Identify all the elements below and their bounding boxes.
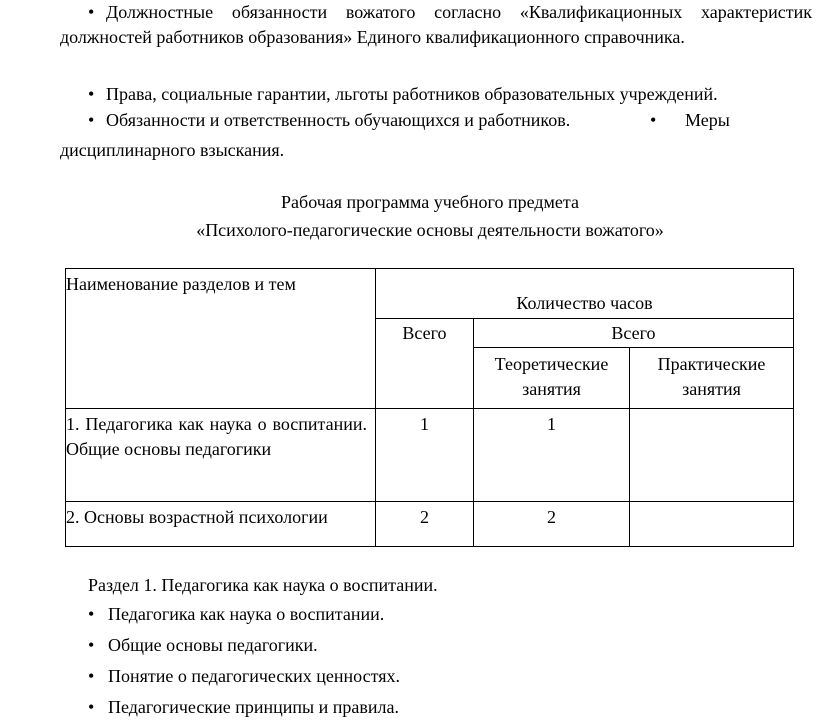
row-practice-cell xyxy=(630,409,794,502)
header-total-label: Всего xyxy=(402,323,447,343)
intro-item-1-text: Должностные обязанности вожатого согласно «Квалификационных характеристик должностей работников образования» Единого квалификационного справочника. xyxy=(60,2,812,47)
intro-item-4-text-part2: дисциплинарного взыскания. xyxy=(60,140,285,160)
bullet-icon: • xyxy=(88,697,95,717)
bullet-icon: • xyxy=(88,110,95,130)
header-total-group-label: Всего xyxy=(611,323,656,343)
section1-list xyxy=(60,602,780,726)
list-item-text: Педагогические принципы и правила. xyxy=(108,697,399,717)
header-section-label: Наименование разделов и тем xyxy=(66,274,296,294)
bullet-icon: • xyxy=(88,2,95,22)
program-title-line1: Рабочая программа учебного предмета xyxy=(281,192,579,212)
row-theory-cell xyxy=(474,409,630,502)
list-item xyxy=(60,695,780,726)
intro-item-4-text-part1: Меры xyxy=(685,110,730,130)
table-row xyxy=(66,409,794,502)
bullet-icon: • xyxy=(88,604,95,624)
header-practice-cell xyxy=(630,348,794,409)
table-row xyxy=(66,502,794,547)
hours-table xyxy=(65,268,794,547)
header-theory-label: Теоретические занятия xyxy=(494,354,609,399)
header-hours-cell xyxy=(376,269,794,319)
row-theory: 2 xyxy=(547,507,556,527)
header-theory-cell xyxy=(474,348,630,409)
header-hours-label: Количество часов xyxy=(516,293,653,313)
list-item-text: Понятие о педагогических ценностях. xyxy=(108,666,400,686)
program-title-line2: «Психолого-педагогические основы деятельности вожатого» xyxy=(196,220,664,240)
row-theory-cell xyxy=(474,502,630,547)
row-name: 1. Педагогика как наука о воспитании. Общие основы педагогики xyxy=(66,414,367,459)
list-item xyxy=(60,602,780,633)
list-item xyxy=(60,633,780,664)
row-total: 1 xyxy=(420,414,429,434)
list-item-text: Педагогика как наука о воспитании. xyxy=(108,604,385,624)
row-total-cell xyxy=(376,409,474,502)
intro-item-2 xyxy=(60,82,810,107)
header-total-cell xyxy=(376,319,474,409)
bullet-icon: • xyxy=(650,110,657,130)
section1-heading: Раздел 1. Педагогика как наука о воспитании. xyxy=(88,575,438,595)
row-total: 2 xyxy=(420,507,429,527)
row-name-cell xyxy=(66,409,376,502)
intro-item-3-text: Обязанности и ответственность обучающихся и работников. xyxy=(106,110,571,130)
bullet-icon: • xyxy=(88,84,95,104)
row-practice-cell xyxy=(630,502,794,547)
bullet-icon: • xyxy=(88,666,95,686)
row-name-cell xyxy=(66,502,376,547)
intro-item-4 xyxy=(60,108,810,158)
header-section-cell xyxy=(66,269,376,409)
row-theory: 1 xyxy=(547,414,556,434)
bullet-icon: • xyxy=(88,635,95,655)
list-item-text: Общие основы педагогики. xyxy=(108,635,318,655)
intro-item-1 xyxy=(60,0,812,50)
row-total-cell xyxy=(376,502,474,547)
header-practice-label: Практические занятия xyxy=(657,354,766,399)
row-name: 2. Основы возрастной психологии xyxy=(66,507,328,527)
intro-item-2-text: Права, социальные гарантии, льготы работников образовательных учреждений. xyxy=(106,84,718,104)
list-item xyxy=(60,664,780,695)
header-total-group-cell xyxy=(474,319,794,348)
